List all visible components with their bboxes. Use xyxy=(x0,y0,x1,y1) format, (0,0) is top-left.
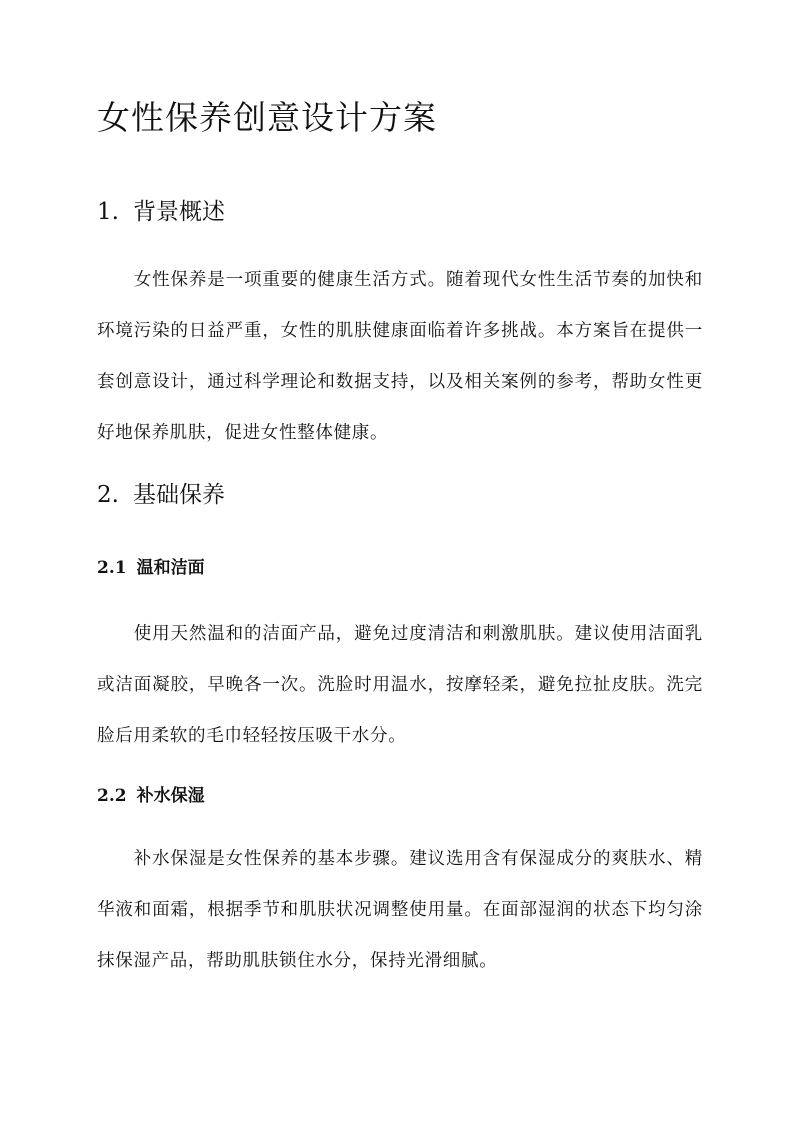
background-paragraph: 女性保养是一项重要的健康生活方式。随着现代女性生活节奏的加快和环境污染的日益严重，女性的肌肤健康面临着许多挑战。本方案旨在提供一套创意设计，通过科学理论和数据支持，以及相关案例的参考，帮助女性更好地保养肌肤，促进女性整体健康。 xyxy=(97,270,703,443)
subsection-title: 温和洁面 xyxy=(136,558,205,578)
section-heading-background xyxy=(97,196,225,228)
section-title: 基础保养 xyxy=(132,482,225,508)
section-title: 背景概述 xyxy=(132,199,225,225)
document-title: 女性保养创意设计方案 xyxy=(97,98,437,137)
subsection-number: 2.1 xyxy=(97,558,127,578)
hydration-paragraph: 补水保湿是女性保养的基本步骤。建议选用含有保湿成分的爽肤水、精华液和面霜，根据季节和肌肤状况调整使用量。在面部湿润的状态下均匀涂抹保湿产品，帮助肌肤锁住水分，保持光滑细腻。 xyxy=(97,849,703,971)
gentle-cleansing-paragraph: 使用天然温和的洁面产品，避免过度清洁和刺激肌肤。建议使用洁面乳或洁面凝胶，早晚各一次。洗脸时用温水，按摩轻柔，避免拉扯皮肤。洗完脸后用柔软的毛巾轻轻按压吸干水分。 xyxy=(97,624,703,746)
subsection-number: 2.2 xyxy=(97,786,127,806)
subsection-heading-hydration xyxy=(97,784,205,808)
section-number: 1. xyxy=(97,199,119,225)
section-number: 2. xyxy=(97,482,119,508)
subsection-title: 补水保湿 xyxy=(136,786,205,806)
section-heading-basic-care xyxy=(97,479,225,511)
subsection-heading-gentle-cleansing xyxy=(97,556,205,580)
